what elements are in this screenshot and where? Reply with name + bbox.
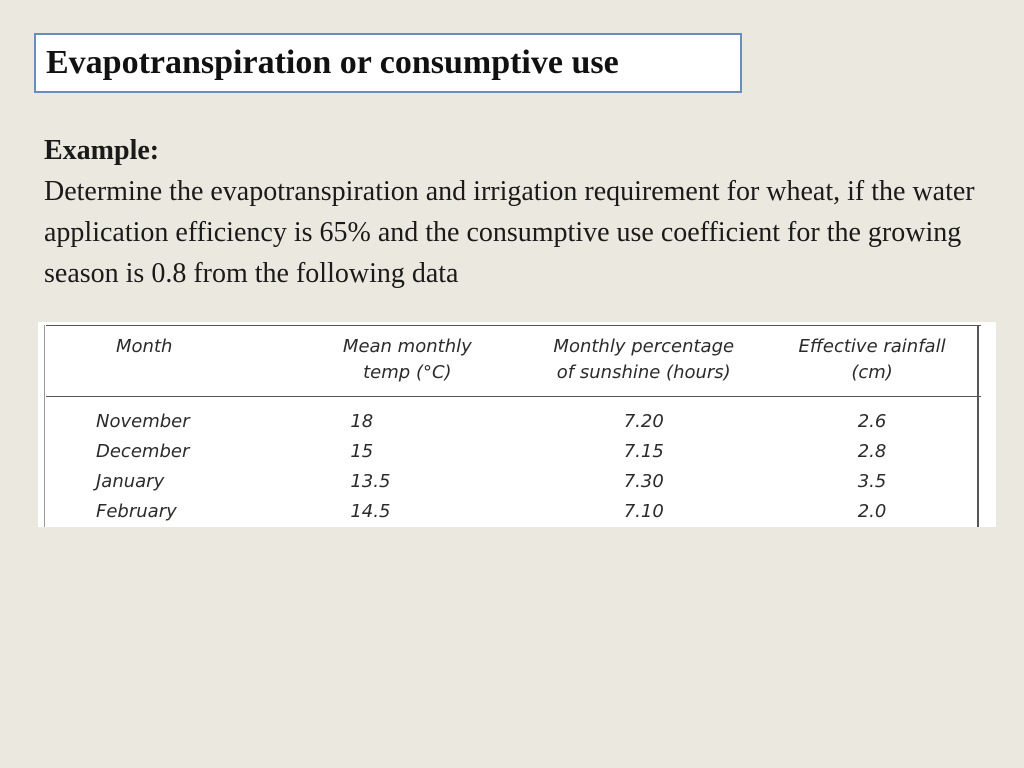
- climate-data-table: [46, 325, 981, 527]
- cell-sunshine: 7.20: [623, 411, 664, 432]
- cell-month: December: [96, 441, 190, 462]
- header-rainfall-line1: Effective rainfall: [798, 336, 946, 357]
- cell-temp: 14.5: [350, 501, 391, 522]
- problem-statement: [44, 130, 1019, 294]
- data-table-image: [38, 322, 996, 527]
- table-row: [46, 397, 981, 438]
- header-temp-line1: Mean monthly: [342, 336, 472, 357]
- cell-sunshine: 7.10: [623, 501, 664, 522]
- table-left-rule: [44, 325, 45, 527]
- header-month-line1: Month: [116, 336, 173, 357]
- header-rainfall: [763, 326, 981, 397]
- cell-temp: 18: [350, 411, 374, 432]
- cell-month: January: [96, 471, 165, 492]
- cell-temp: 13.5: [350, 471, 391, 492]
- slide-title: Evapotranspiration or consumptive use: [46, 44, 619, 81]
- header-temp-line2: temp (°C): [363, 362, 452, 383]
- header-sunshine-line1: Monthly percentage: [553, 336, 735, 357]
- cell-month: February: [96, 501, 177, 522]
- header-sunshine: [524, 326, 763, 397]
- header-month: [46, 326, 290, 397]
- table-row: [46, 497, 981, 527]
- cell-rainfall: 3.5: [857, 471, 887, 492]
- table-row: [46, 467, 981, 497]
- table-header-row: [46, 326, 981, 397]
- header-sunshine-line2: of sunshine (hours): [556, 362, 731, 383]
- slide-title-box: [34, 33, 742, 93]
- cell-rainfall: 2.0: [857, 501, 887, 522]
- example-label: Example:: [44, 135, 160, 166]
- header-rainfall-line2: (cm): [851, 362, 893, 383]
- cell-rainfall: 2.8: [857, 441, 887, 462]
- table-row: [46, 437, 981, 467]
- table-right-rule: [977, 325, 979, 527]
- cell-sunshine: 7.30: [623, 471, 664, 492]
- cell-rainfall: 2.6: [857, 411, 887, 432]
- problem-text: Determine the evapotranspiration and irrigation requirement for wheat, if the water application efficiency is 65% and the consumptive use coefficient for the growing season is 0.8 from the following data: [44, 176, 975, 289]
- cell-sunshine: 7.15: [623, 441, 664, 462]
- cell-temp: 15: [350, 441, 374, 462]
- cell-month: November: [96, 411, 190, 432]
- header-temp: [290, 326, 524, 397]
